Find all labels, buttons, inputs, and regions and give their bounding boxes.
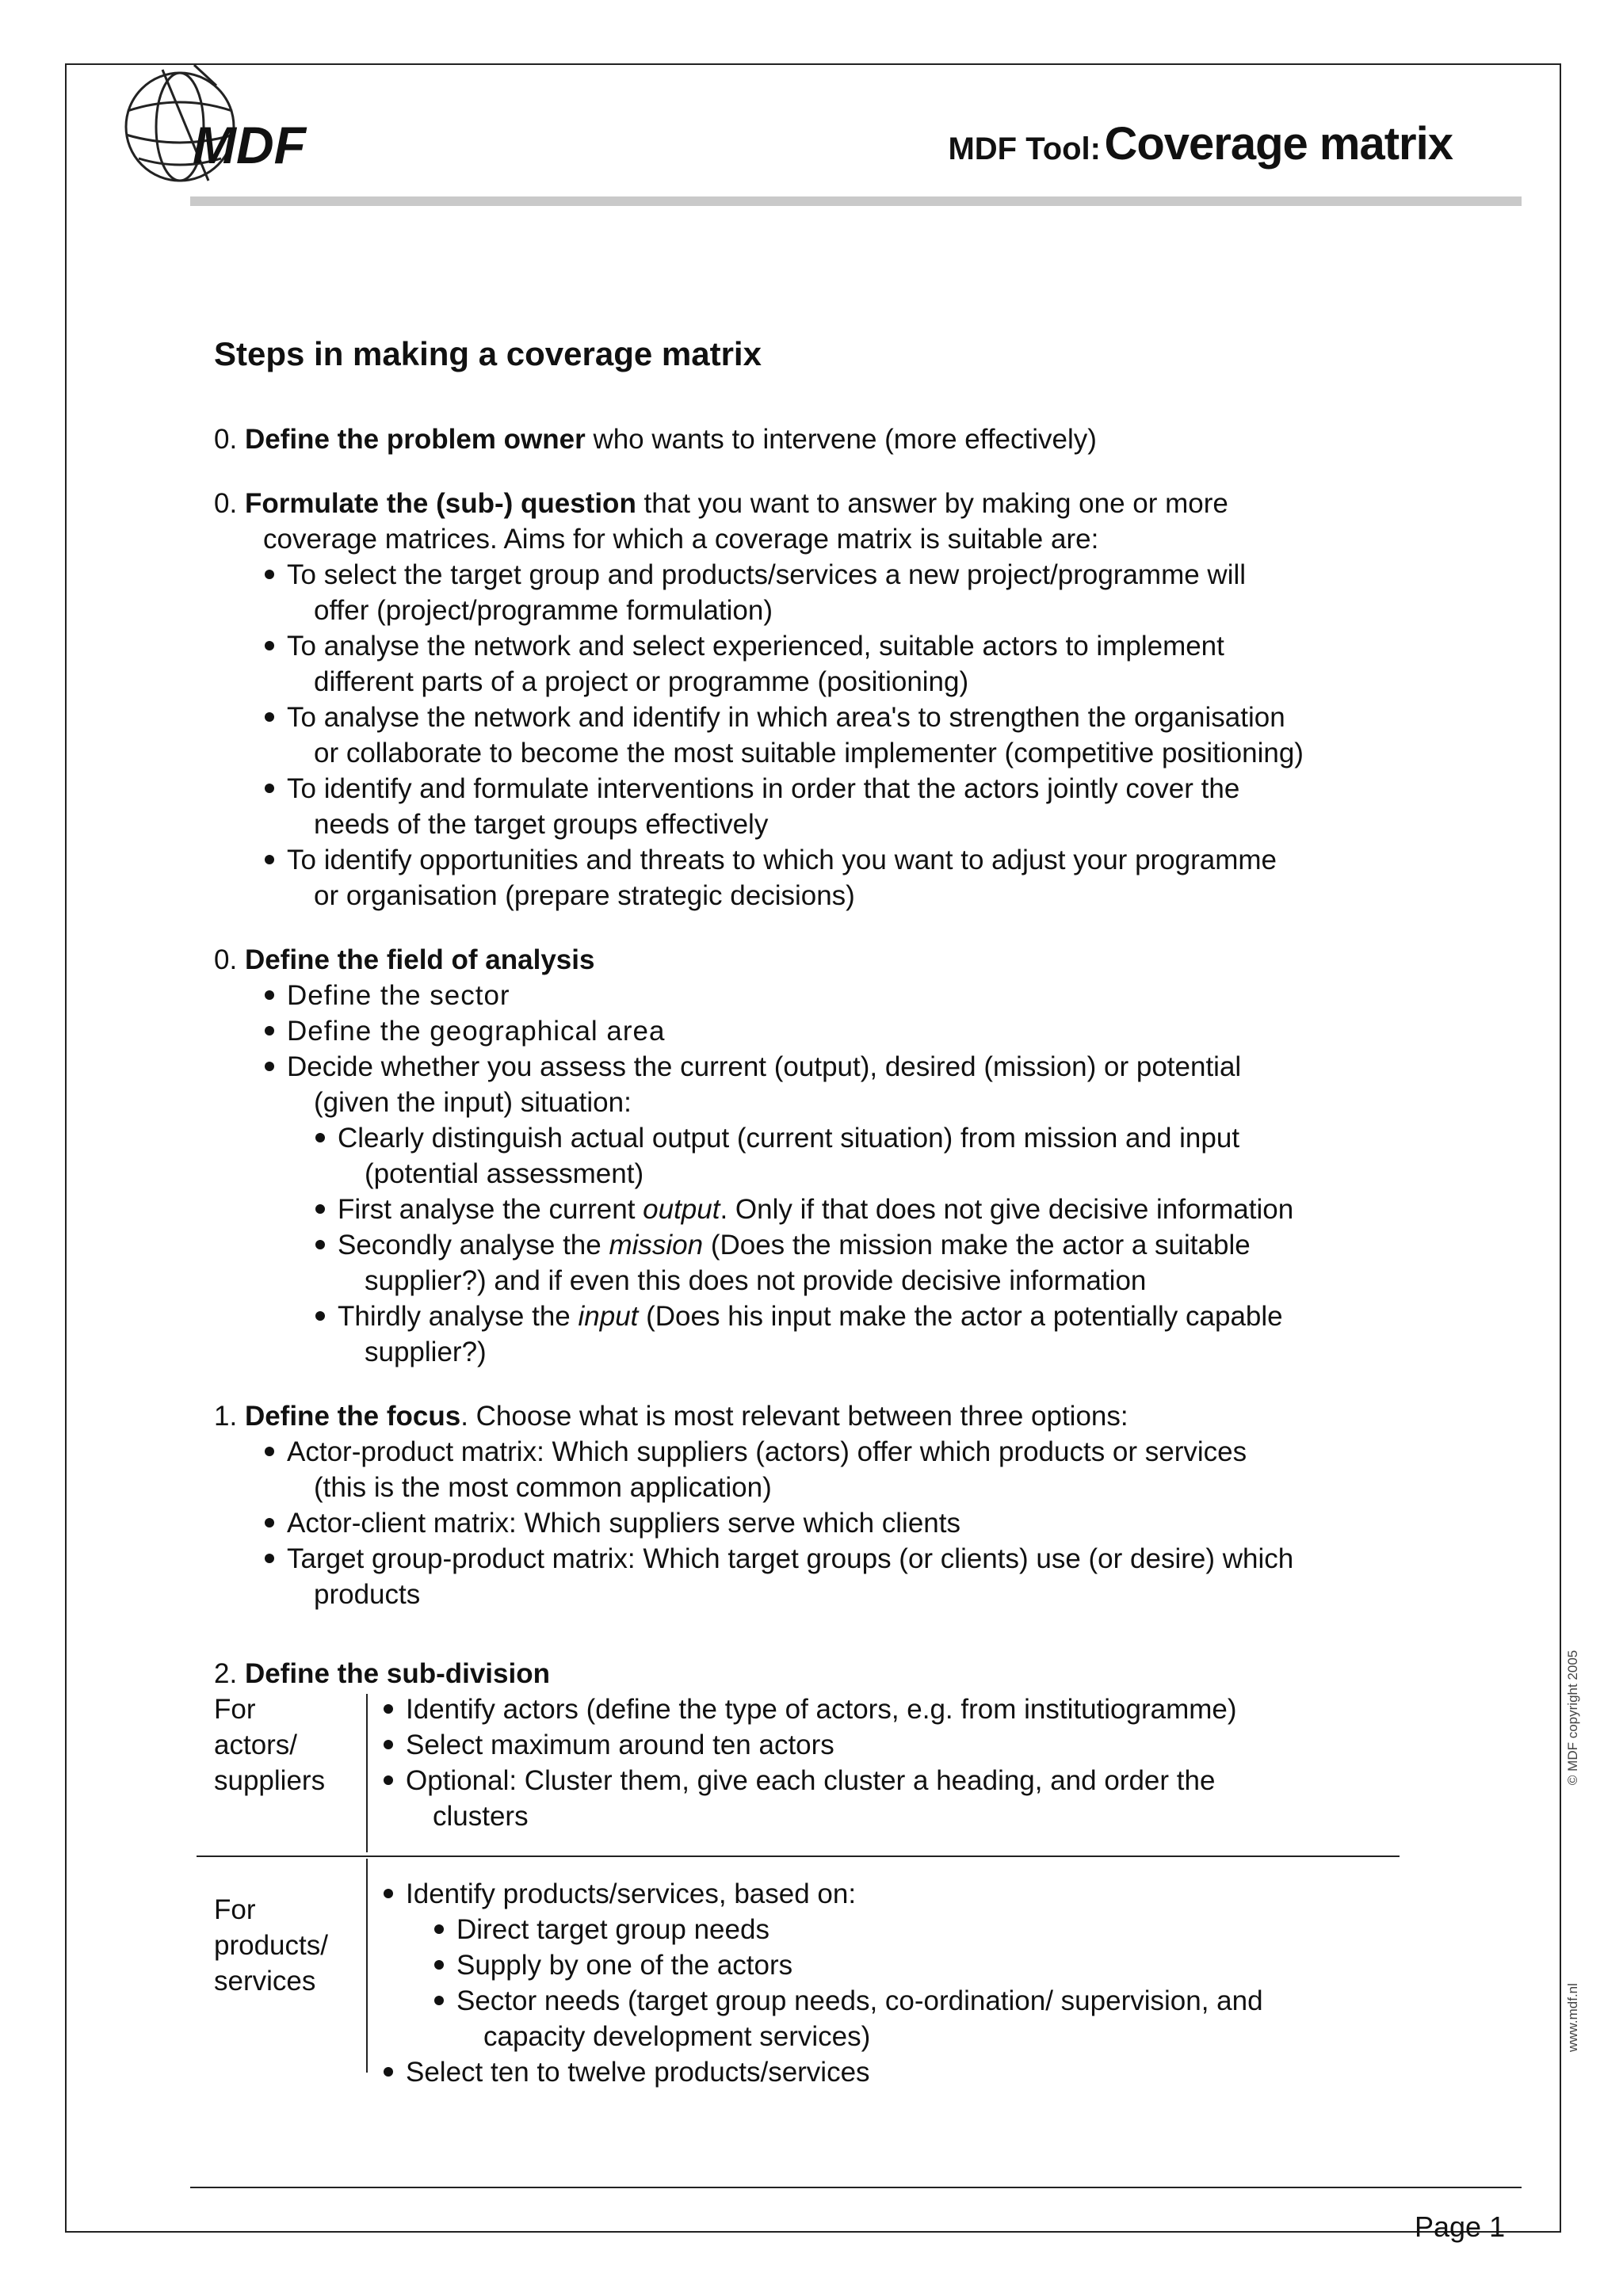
logo-text: MDF [193,116,306,174]
page-title [948,117,1453,170]
website-text: www.mdf.nl [1565,1983,1580,2052]
step-formulate-question [214,486,1419,913]
sublist-item: First analyse the current output. Only if that does not give decisive information [314,1192,1419,1227]
step-text: who wants to intervene (more effectively) [585,424,1097,455]
list-item: Identify actors (define the type of actors, e.g. from institutiogramme) [382,1691,1395,1727]
step-text: that you want to answer by making one or more [636,488,1228,519]
mdf-logo [115,62,345,193]
step-subdivision-heading [214,1656,550,1691]
step-number: 0. [214,944,238,975]
step-number: 0. [214,488,238,519]
list-item: Select ten to twelve products/services [382,2054,1395,2090]
step-text: . Choose what is most relevant between three options: [460,1401,1128,1432]
step-number: 0. [214,424,238,455]
list-item: To analyse the network and select experienced, suitable actors to implement different parts of a project or programme (positioning) [263,628,1419,700]
list-item: Decide whether you assess the current (output), desired (mission) or potential (given the input) situation: Clearly distinguish actual output (current situation) from mission and input (potential assessment) First analyse the current output. Only if that does not give decisive information Secondly analyse the mission (Does the mission make the actor a suitable supplier?) and if even this does not provide decisive information Thirdly analyse the input (Does his input make the actor a potentially capable supplier?) [263,1049,1419,1370]
list-item: Define the sector [263,978,1419,1013]
list-item: Actor-client matrix: Which suppliers serve which clients [263,1505,1419,1541]
list-item: To identify and formulate interventions in order that the actors jointly cover the needs of the target groups effectively [263,771,1419,842]
step-heading: Formulate the (sub-) question [244,488,636,519]
list-item: To identify opportunities and threats to which you want to adjust your programme or organisation (prepare strategic decisions) [263,842,1419,913]
document-body [214,333,1419,1641]
list-item: To analyse the network and identify in which area's to strengthen the organisation or collaborate to become the most suitable implementer (competitive positioning) [263,700,1419,771]
list-item: Optional: Cluster them, give each cluster a heading, and order the clusters [382,1763,1395,1834]
title-prefix: MDF Tool: [948,132,1101,166]
list-item: Actor-product matrix: Which suppliers (actors) offer which products or services (this is the most common application) [263,1434,1419,1505]
globe-logo-icon [115,62,345,193]
step-field-of-analysis [214,942,1419,1370]
sublist-item: Secondly analyse the mission (Does the mission make the actor a suitable supplier?) and if even this does not provide decisive information [314,1227,1419,1299]
page-number: Page 1 [1415,2210,1506,2243]
step-heading: Define the problem owner [244,424,586,455]
column-divider [366,1859,368,2073]
list-item: Target group-product matrix: Which target groups (or clients) use (or desire) which products [263,1541,1419,1612]
step-heading: Define the sub-division [244,1658,550,1689]
section-title: Steps in making a coverage matrix [214,335,762,372]
copyright-text: © MDF copyright 2005 [1565,1650,1580,1786]
title-main: Coverage matrix [1104,118,1453,170]
actors-label: For actors/ suppliers [214,1694,326,1796]
products-label: For products/ services [214,1894,328,1997]
header-divider [190,196,1522,206]
step-number: 2. [214,1658,238,1689]
assessment-sublist [287,1120,1419,1370]
sublist-item: Supply by one of the actors [433,1947,1395,1983]
list-item: Identify products/services, based on: Direct target group needs Supply by one of the actors Sector needs (target group needs, co-ordination/ supervision, and capacity development services) [382,1876,1395,2054]
step-text-continued: coverage matrices. Aims for which a coverage matrix is suitable are: [263,524,1099,555]
step-number: 1. [214,1401,238,1432]
sublist-item: Sector needs (target group needs, co-ordination/ supervision, and capacity development services) [433,1983,1395,2054]
step-define-focus [214,1398,1419,1612]
side-footer [1565,1650,1581,2052]
aims-list [214,557,1419,913]
step-heading: Define the field of analysis [244,944,595,975]
actors-items [365,1691,1395,1834]
field-list [214,978,1419,1370]
list-item: To select the target group and products/services a new project/programme will offer (project/programme formulation) [263,557,1419,628]
products-items [365,1876,1395,2090]
sublist-item: Clearly distinguish actual output (current situation) from mission and input (potential assessment) [314,1120,1419,1192]
column-divider [366,1694,368,1852]
row-divider [197,1855,1400,1857]
list-item: Select maximum around ten actors [382,1727,1395,1763]
sublist-item: Thirdly analyse the input (Does his input make the actor a potentially capable supplier?) [314,1299,1419,1370]
list-item: Define the geographical area [263,1013,1419,1049]
step-heading: Define the focus [244,1401,461,1432]
step-problem-owner [214,421,1419,457]
footer-divider [190,2187,1522,2188]
focus-list [214,1434,1419,1612]
sublist-item: Direct target group needs [433,1912,1395,1947]
